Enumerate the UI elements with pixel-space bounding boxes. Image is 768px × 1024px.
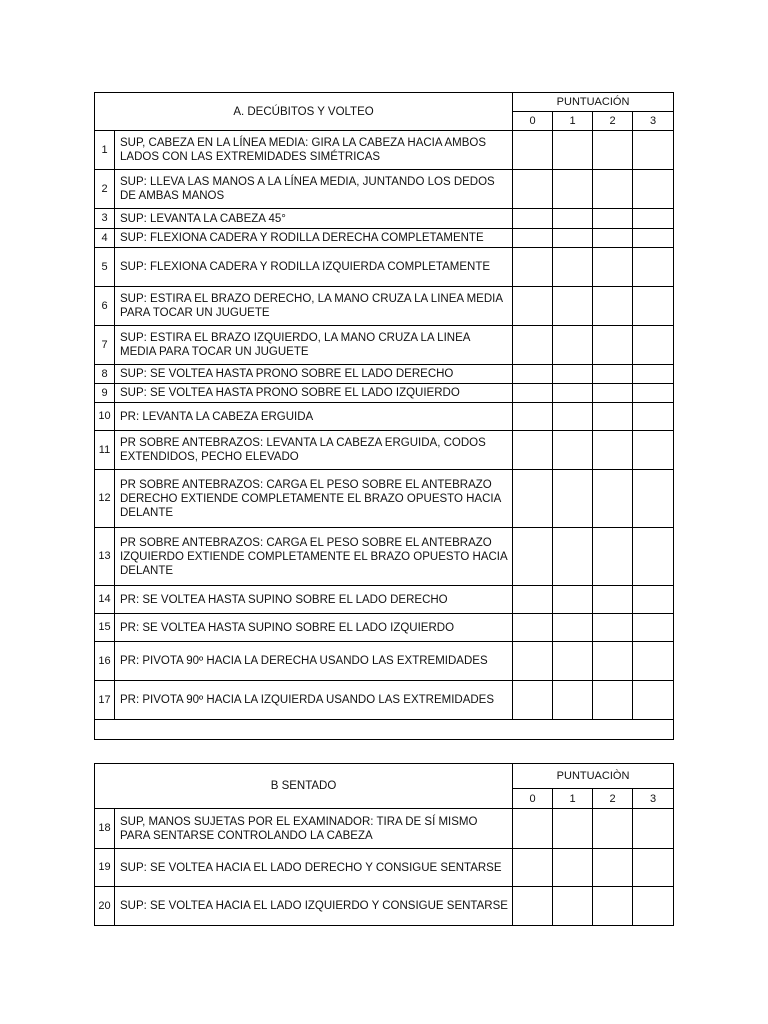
item-number: 14 — [95, 586, 115, 614]
item-description: SUP, CABEZA EN LA LÍNEA MEDIA: GIRA LA CABEZA HACIA AMBOS LADOS CON LAS EXTREMIDADES SIMÉTRICAS — [115, 131, 513, 170]
score-cell-2[interactable] — [593, 384, 633, 403]
section-title: B SENTADO — [95, 764, 513, 809]
item-number: 15 — [95, 614, 115, 642]
score-cell-1[interactable] — [553, 170, 593, 209]
score-cell-3[interactable] — [633, 642, 674, 681]
table-row — [95, 384, 674, 403]
item-number: 9 — [95, 384, 115, 403]
score-cell-0[interactable] — [513, 170, 553, 209]
score-cell-1[interactable] — [553, 809, 593, 849]
item-description: SUP: FLEXIONA CADERA Y RODILLA DERECHA COMPLETAMENTE — [115, 229, 513, 248]
score-cell-1[interactable] — [553, 586, 593, 614]
score-cell-3[interactable] — [633, 326, 674, 365]
score-cell-1[interactable] — [553, 287, 593, 326]
item-description: SUP: FLEXIONA CADERA Y RODILLA IZQUIERDA COMPLETAMENTE — [115, 248, 513, 287]
score-cell-2[interactable] — [593, 528, 633, 586]
table-sentado — [94, 763, 674, 926]
score-label-3: 3 — [633, 789, 674, 809]
score-cell-2[interactable] — [593, 229, 633, 248]
score-cell-2[interactable] — [593, 365, 633, 384]
item-description: SUP: SE VOLTEA HACIA EL LADO DERECHO Y CONSIGUE SENTARSE — [115, 849, 513, 887]
score-cell-3[interactable] — [633, 384, 674, 403]
score-cell-2[interactable] — [593, 326, 633, 365]
score-cell-1[interactable] — [553, 614, 593, 642]
table-row — [95, 365, 674, 384]
score-cell-2[interactable] — [593, 248, 633, 287]
score-cell-3[interactable] — [633, 586, 674, 614]
table-row — [95, 229, 674, 248]
score-cell-1[interactable] — [553, 384, 593, 403]
table-row — [95, 170, 674, 209]
table-row — [95, 849, 674, 887]
item-description: PR SOBRE ANTEBRAZOS: CARGA EL PESO SOBRE EL ANTEBRAZO IZQUIERDO EXTIENDE COMPLETAMENTE EL BRAZO OPUESTO HACIA DELANTE — [115, 528, 513, 586]
score-label-0: 0 — [513, 789, 553, 809]
score-cell-2[interactable] — [593, 614, 633, 642]
score-cell-2[interactable] — [593, 586, 633, 614]
score-cell-0[interactable] — [513, 887, 553, 926]
score-cell-0[interactable] — [513, 131, 553, 170]
score-cell-0[interactable] — [513, 209, 553, 229]
score-label-1: 1 — [553, 112, 593, 131]
table-row — [95, 470, 674, 528]
score-cell-3[interactable] — [633, 431, 674, 470]
score-cell-2[interactable] — [593, 131, 633, 170]
score-cell-1[interactable] — [553, 326, 593, 365]
score-cell-0[interactable] — [513, 431, 553, 470]
score-cell-0[interactable] — [513, 229, 553, 248]
score-cell-1[interactable] — [553, 849, 593, 887]
score-cell-3[interactable] — [633, 614, 674, 642]
score-cell-2[interactable] — [593, 642, 633, 681]
score-cell-3[interactable] — [633, 229, 674, 248]
table-row — [95, 131, 674, 170]
score-cell-3[interactable] — [633, 887, 674, 926]
score-header: PUNTUACIÒN — [513, 764, 674, 789]
score-header: PUNTUACIÓN — [513, 93, 674, 112]
item-description: PR SOBRE ANTEBRAZOS: CARGA EL PESO SOBRE EL ANTEBRAZO DERECHO EXTIENDE COMPLETAMENTE EL BRAZO OPUESTO HACIA DELANTE — [115, 470, 513, 528]
score-cell-0[interactable] — [513, 849, 553, 887]
table-row — [95, 586, 674, 614]
score-cell-1[interactable] — [553, 131, 593, 170]
score-cell-3[interactable] — [633, 681, 674, 720]
item-description: PR: SE VOLTEA HASTA SUPINO SOBRE EL LADO DERECHO — [115, 586, 513, 614]
score-cell-2[interactable] — [593, 287, 633, 326]
score-cell-1[interactable] — [553, 887, 593, 926]
item-description: SUP: LLEVA LAS MANOS A LA LÍNEA MEDIA, JUNTANDO LOS DEDOS DE AMBAS MANOS — [115, 170, 513, 209]
table-row — [95, 614, 674, 642]
item-number: 17 — [95, 681, 115, 720]
score-cell-1[interactable] — [553, 403, 593, 431]
score-cell-1[interactable] — [553, 248, 593, 287]
item-number: 13 — [95, 528, 115, 586]
table-row — [95, 209, 674, 229]
item-description: SUP: SE VOLTEA HACIA EL LADO IZQUIERDO Y CONSIGUE SENTARSE — [115, 887, 513, 926]
score-cell-1[interactable] — [553, 365, 593, 384]
score-cell-3[interactable] — [633, 809, 674, 849]
item-number: 8 — [95, 365, 115, 384]
table-row — [95, 287, 674, 326]
blank-cell — [95, 720, 674, 740]
score-cell-2[interactable] — [593, 681, 633, 720]
score-cell-0[interactable] — [513, 470, 553, 528]
score-cell-0[interactable] — [513, 287, 553, 326]
item-number: 1 — [95, 131, 115, 170]
score-cell-3[interactable] — [633, 170, 674, 209]
score-cell-0[interactable] — [513, 809, 553, 849]
score-cell-0[interactable] — [513, 528, 553, 586]
table-row — [95, 809, 674, 849]
table-row — [95, 403, 674, 431]
table-row — [95, 887, 674, 926]
score-cell-1[interactable] — [553, 209, 593, 229]
item-number: 19 — [95, 849, 115, 887]
score-cell-2[interactable] — [593, 887, 633, 926]
item-description: PR: LEVANTA LA CABEZA ERGUIDA — [115, 403, 513, 431]
item-number: 12 — [95, 470, 115, 528]
item-description: PR: PIVOTA 90º HACIA LA IZQUIERDA USANDO LAS EXTREMIDADES — [115, 681, 513, 720]
score-cell-1[interactable] — [553, 528, 593, 586]
score-cell-2[interactable] — [593, 403, 633, 431]
score-cell-1[interactable] — [553, 470, 593, 528]
score-cell-3[interactable] — [633, 248, 674, 287]
item-number: 20 — [95, 887, 115, 926]
item-description: SUP: ESTIRA EL BRAZO IZQUIERDO, LA MANO CRUZA LA LINEA MEDIA PARA TOCAR UN JUGUETE — [115, 326, 513, 365]
score-label-2: 2 — [593, 112, 633, 131]
score-cell-0[interactable] — [513, 614, 553, 642]
item-number: 16 — [95, 642, 115, 681]
score-cell-0[interactable] — [513, 642, 553, 681]
score-cell-2[interactable] — [593, 209, 633, 229]
item-number: 5 — [95, 248, 115, 287]
score-cell-2[interactable] — [593, 170, 633, 209]
score-cell-1[interactable] — [553, 229, 593, 248]
item-number: 3 — [95, 209, 115, 229]
item-number: 7 — [95, 326, 115, 365]
item-description: PR: SE VOLTEA HASTA SUPINO SOBRE EL LADO IZQUIERDO — [115, 614, 513, 642]
table-row — [95, 528, 674, 586]
table-row — [95, 642, 674, 681]
item-number: 10 — [95, 403, 115, 431]
item-number: 11 — [95, 431, 115, 470]
item-description: SUP: LEVANTA LA CABEZA 45° — [115, 209, 513, 229]
table-decubitos-volteo — [94, 92, 674, 740]
score-label-0: 0 — [513, 112, 553, 131]
score-cell-2[interactable] — [593, 849, 633, 887]
score-cell-1[interactable] — [553, 431, 593, 470]
item-description: SUP: SE VOLTEA HASTA PRONO SOBRE EL LADO IZQUIERDO — [115, 384, 513, 403]
item-number: 6 — [95, 287, 115, 326]
item-number: 4 — [95, 229, 115, 248]
score-cell-3[interactable] — [633, 403, 674, 431]
score-cell-0[interactable] — [513, 365, 553, 384]
score-label-3: 3 — [633, 112, 674, 131]
item-description: SUP: SE VOLTEA HASTA PRONO SOBRE EL LADO DERECHO — [115, 365, 513, 384]
table-row — [95, 248, 674, 287]
score-label-2: 2 — [593, 789, 633, 809]
score-cell-3[interactable] — [633, 209, 674, 229]
score-cell-0[interactable] — [513, 586, 553, 614]
score-cell-3[interactable] — [633, 849, 674, 887]
score-cell-0[interactable] — [513, 248, 553, 287]
item-description: PR SOBRE ANTEBRAZOS: LEVANTA LA CABEZA ERGUIDA, CODOS EXTENDIDOS, PECHO ELEVADO — [115, 431, 513, 470]
item-number: 2 — [95, 170, 115, 209]
table-row — [95, 681, 674, 720]
score-cell-0[interactable] — [513, 326, 553, 365]
score-cell-0[interactable] — [513, 403, 553, 431]
score-cell-2[interactable] — [593, 470, 633, 528]
table-row — [95, 326, 674, 365]
score-cell-3[interactable] — [633, 470, 674, 528]
section-title: A. DECÚBITOS Y VOLTEO — [95, 93, 513, 131]
score-label-1: 1 — [553, 789, 593, 809]
item-description: PR: PIVOTA 90º HACIA LA DERECHA USANDO LAS EXTREMIDADES — [115, 642, 513, 681]
table-row — [95, 431, 674, 470]
score-cell-3[interactable] — [633, 287, 674, 326]
score-cell-1[interactable] — [553, 642, 593, 681]
score-cell-0[interactable] — [513, 681, 553, 720]
blank-row — [95, 720, 674, 740]
score-cell-2[interactable] — [593, 809, 633, 849]
score-cell-3[interactable] — [633, 365, 674, 384]
score-cell-1[interactable] — [553, 681, 593, 720]
score-cell-3[interactable] — [633, 131, 674, 170]
score-cell-0[interactable] — [513, 384, 553, 403]
score-cell-2[interactable] — [593, 431, 633, 470]
item-number: 18 — [95, 809, 115, 849]
score-cell-3[interactable] — [633, 528, 674, 586]
item-description: SUP: ESTIRA EL BRAZO DERECHO, LA MANO CRUZA LA LINEA MEDIA PARA TOCAR UN JUGUETE — [115, 287, 513, 326]
item-description: SUP, MANOS SUJETAS POR EL EXAMINADOR: TIRA DE SÍ MISMO PARA SENTARSE CONTROLANDO LA CABEZA — [115, 809, 513, 849]
